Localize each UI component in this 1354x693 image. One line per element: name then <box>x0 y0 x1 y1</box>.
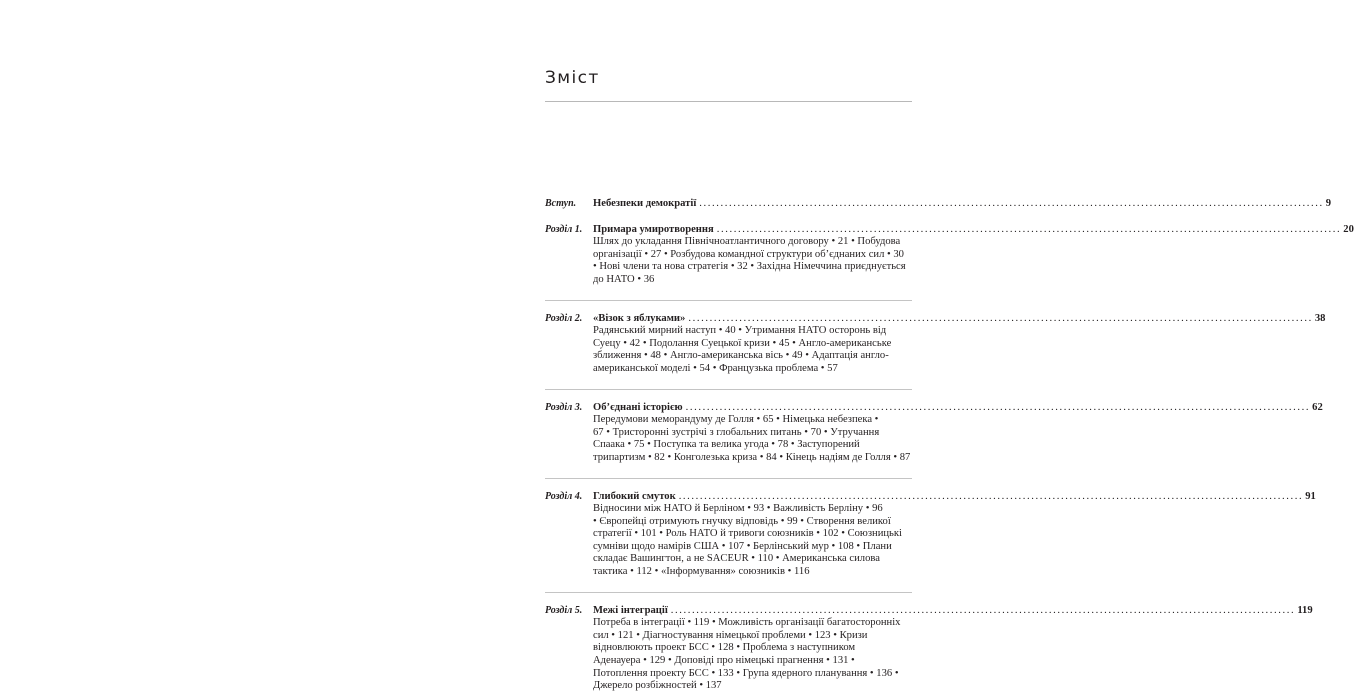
toc-subsection-line: сил • 121 • Діагностування німецької проблеми • 123 • Кризи <box>593 629 868 641</box>
toc-subsection-line: до НАТО • 36 <box>593 273 655 285</box>
toc-entry <box>545 478 1316 579</box>
title-rule <box>545 101 912 102</box>
toc-entry <box>545 223 1354 287</box>
toc-entry-label: Розділ 4. <box>545 490 583 502</box>
toc-entry-title-line <box>593 312 1326 326</box>
toc-entry-page: 20 <box>1343 223 1354 235</box>
toc-entry-title: Межі інтеграції <box>593 604 668 616</box>
toc-subsection-line: зближення • 48 • Англо-американська вісь • 49 • Адаптація англо- <box>593 350 889 362</box>
toc-entry-title: Об’єднані історією <box>593 401 683 413</box>
toc-subsection-line: Передумови меморандуму де Голля • 65 • Німецька небезпека • <box>593 414 879 426</box>
toc-entry-label: Вступ. <box>545 198 577 209</box>
toc-entry-title-line <box>593 490 1316 504</box>
toc-entry-page: 91 <box>1305 490 1316 502</box>
toc-entry <box>545 389 1323 465</box>
toc-entry-title-line <box>593 223 1354 237</box>
toc-subsection-line: Радянський мирний наступ • 40 • Утримання НАТО осторонь від <box>593 325 887 337</box>
table-of-contents <box>545 198 1354 693</box>
toc-entry-page: 62 <box>1312 401 1323 413</box>
toc-subsection-line: трипартизм • 82 • Конголезька криза • 84 • Кінець надіям де Голля • 87 <box>593 451 911 463</box>
page-title: Зміст <box>545 68 600 88</box>
toc-entry-body <box>593 312 1326 376</box>
toc-subsection-line: відновлюють проект БСС • 128 • Проблема з наступником <box>593 642 856 654</box>
toc-entry-body <box>593 198 1332 211</box>
toc-entry-title-line <box>593 401 1323 415</box>
dot-leader: ................................................................................................................................................... <box>699 198 1324 209</box>
toc-entry-page: 38 <box>1314 312 1326 324</box>
toc-entry-label: Розділ 1. <box>545 223 583 235</box>
toc-entry-label: Розділ 2. <box>545 312 583 324</box>
toc-entry-body <box>593 401 1323 465</box>
dot-leader: ................................................................................................................................................... <box>670 604 1296 616</box>
toc-subsection-line: сумніви щодо намірів США • 107 • Берлінський мур • 108 • Плани <box>593 540 892 552</box>
toc-entry-title: Небезпеки демократії <box>593 198 697 209</box>
toc-entry-title: Примара умиротворення <box>593 223 714 235</box>
toc-entry-label: Розділ 3. <box>545 401 583 413</box>
toc-subsection-line: • Європейці отримують гнучку відповідь • 99 • Створення великої <box>593 515 891 527</box>
dot-leader: ................................................................................................................................................... <box>716 223 1342 235</box>
toc-subsection-line: Відносини між НАТО й Берліном • 93 • Важливість Берліну • 96 <box>593 503 883 515</box>
toc-subsection-line: Спаака • 75 • Поступка та велика угода • 78 • Заступорений <box>593 439 860 451</box>
toc-subsection-line: Шлях до укладання Північноатлантичного договору • 21 • Побудова <box>593 236 901 248</box>
toc-entry-page: 119 <box>1297 604 1313 616</box>
toc-entry-page: 9 <box>1325 198 1332 209</box>
toc-subsection-line: складає Вашингтон, а не SACEUR • 110 • Американська силова <box>593 553 880 565</box>
toc-entry-title-line <box>593 604 1313 618</box>
toc-entry-title: «Візок з яблуками» <box>593 312 686 324</box>
toc-entry <box>545 592 1313 693</box>
toc-entry-label: Розділ 5. <box>545 604 583 616</box>
toc-subsection-line: • Нові члени та нова стратегія • 32 • Західна Німеччина приєднується <box>593 261 906 273</box>
toc-entry <box>545 198 1332 211</box>
toc-entry-title-line <box>593 198 1332 211</box>
toc-subsection-line: Потоплення проекту БСС • 133 • Група ядерного планування • 136 • <box>593 667 899 679</box>
toc-subsection-line: Потреба в інтеграції • 119 • Можливість організації багатосторонніх <box>593 617 901 629</box>
toc-subsection-line: 67 • Тристоронні зустрічі з глобальних питань • 70 • Утручання <box>593 426 880 438</box>
toc-entry-body <box>593 490 1316 579</box>
toc-entry-title: Глибокий смуток <box>593 490 676 502</box>
toc-entry-body <box>593 223 1354 287</box>
toc-entry <box>545 300 1326 376</box>
toc-subsection-line: Суецу • 42 • Подолання Суецької кризи • 45 • Англо-американське <box>593 337 892 349</box>
dot-leader: ................................................................................................................................................... <box>678 490 1304 502</box>
toc-subsection-line: американської моделі • 54 • Французька проблема • 57 <box>593 362 838 374</box>
toc-subsection-line: Джерело розбіжностей • 137 <box>593 680 722 692</box>
toc-entry-body <box>593 604 1313 693</box>
toc-subsection-line: тактика • 112 • «Інформування» союзників • 116 <box>593 566 810 578</box>
toc-subsection-line: організації • 27 • Розбудова командної структури об’єднаних сил • 30 <box>593 248 904 260</box>
dot-leader: ................................................................................................................................................... <box>685 401 1311 413</box>
toc-subsection-line: Аденауера • 129 • Доповіді про німецькі прагнення • 131 • <box>593 655 855 667</box>
dot-leader: ................................................................................................................................................... <box>688 312 1313 324</box>
toc-subsection-line: стратегії • 101 • Роль НАТО й тривоги союзників • 102 • Союзницькі <box>593 528 902 540</box>
